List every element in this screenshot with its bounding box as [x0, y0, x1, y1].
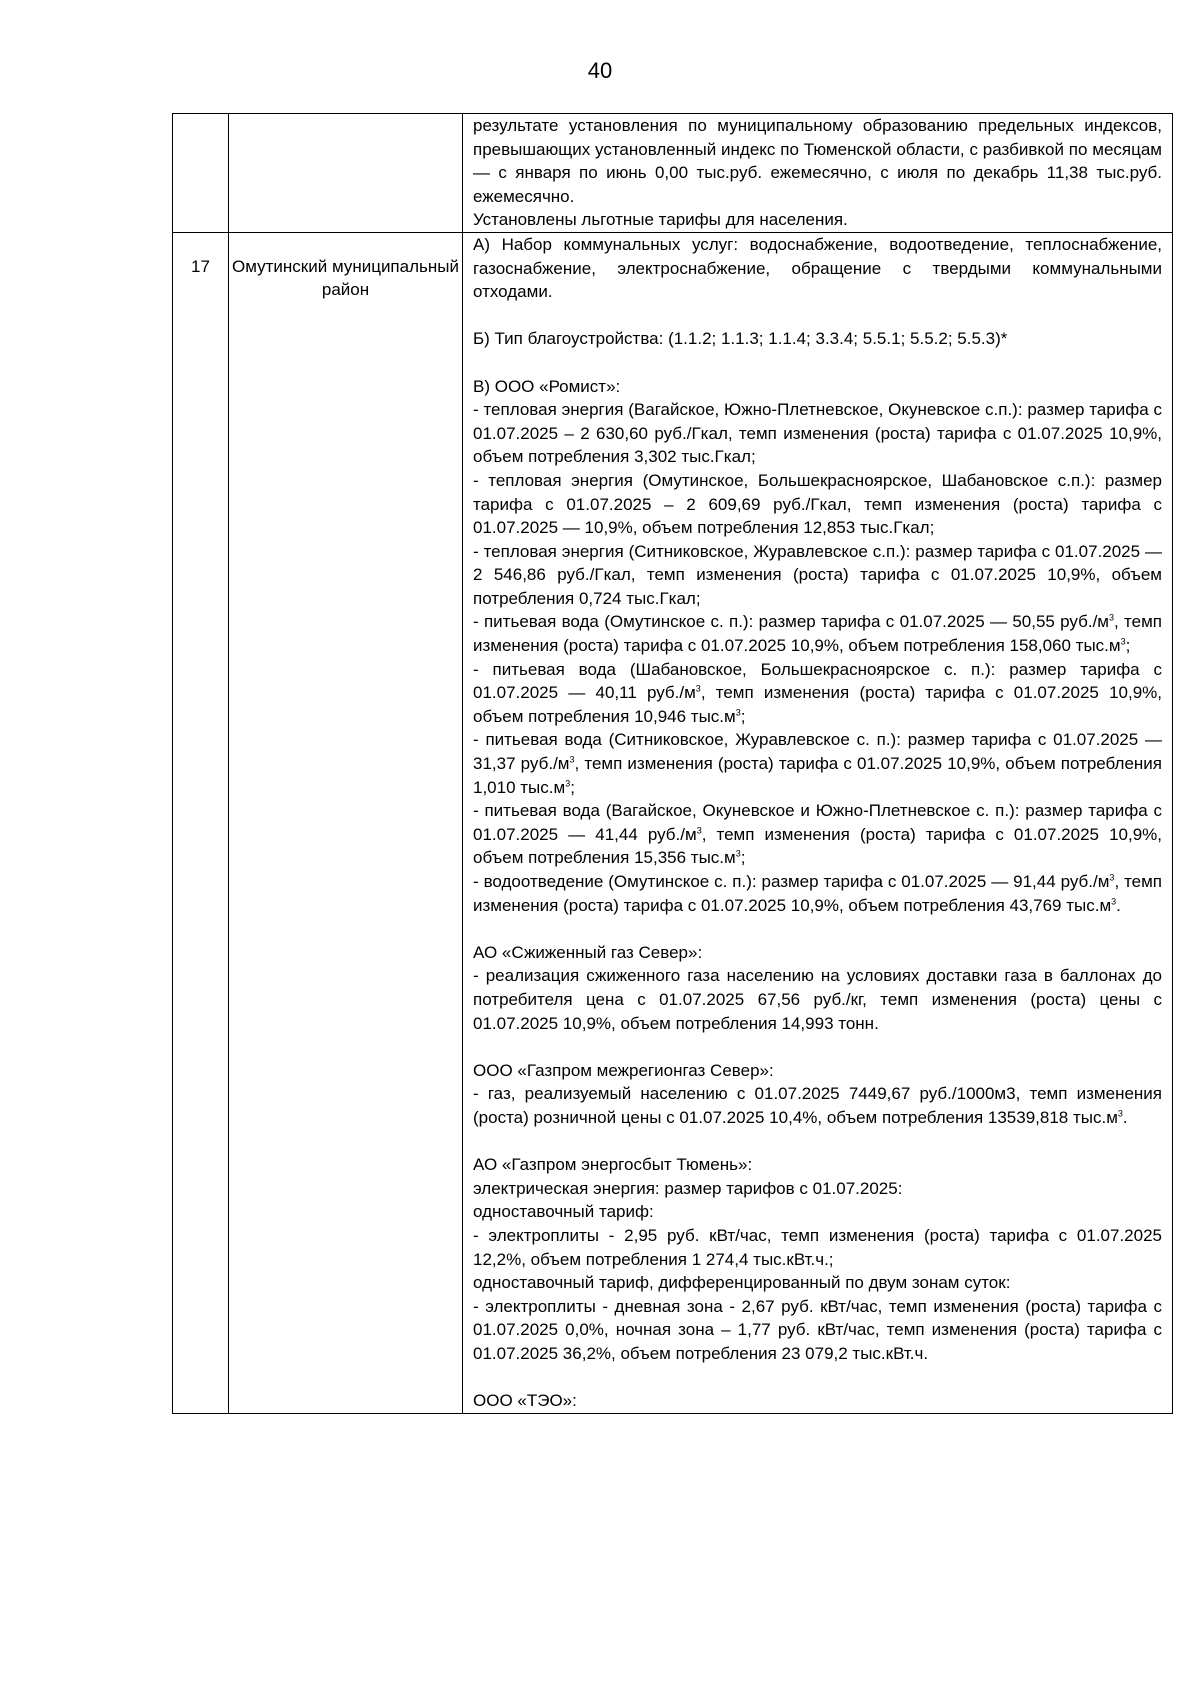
heat-tariff-item: - тепловая энергия (Омутинское, Большекрасноярское, Шабановское с.п.): размер тарифа с 01.07.2025 – 2 609,69 руб./Гкал, темп изменения (роста) тарифа с 01.07.2025 — 10,9%, объем потребления 12,853 тыс.Гкал; [473, 470, 1162, 538]
table-row-continued [173, 114, 1173, 233]
section-b-improvement: Б) Тип благоустройства: (1.1.2; 1.1.3; 1.1.4; 3.3.4; 5.5.1; 5.5.2; 5.5.3)* [473, 329, 1008, 349]
electricity-line: - электроплиты - 2,95 руб. кВт/час, темп изменения (роста) тарифа с 01.07.2025 12,2%, объем потребления 1 274,4 тыс.кВт.ч.; [473, 1225, 1162, 1269]
section-v-title: В) ООО «Ромист»: [473, 376, 621, 396]
heat-tariff-item: - тепловая энергия (Вагайское, Южно-Плетневское, Окуневское с.п.): размер тарифа с 01.07.2025 – 2 630,60 руб./Гкал, темп изменения (роста) тарифа с 01.07.2025 10,9%, объем потребления 3,302 тыс.Гкал; [473, 400, 1162, 467]
water-tariff-item: - питьевая вода (Шабановское, Большекрасноярское с. п.): размер тарифа с 01.07.2025 — 40,11 $руб./м^3$, темп изменения (роста) тарифа с 01.07.2025 10,9%, объем потребления 10,946 $тыс.м^3$; [473, 659, 1162, 726]
heat-tariff-item: - тепловая энергия (Ситниковское, Журавлевское с.п.): размер тарифа с 01.07.2025 — 2 546,86 руб./Гкал, темп изменения (роста) тарифа с 01.07.2025 10,9%, объем потребления 0,724 тыс.Гкал; [473, 541, 1162, 608]
continued-paragraph: результате установления по муниципальному образованию предельных индексов, превышающих установленный индекс по Тюменской области, с разбивкой по месяцам — с января по июнь 0,00 тыс.руб. ежемесячно, с июля по декабрь 11,38 тыс.руб. ежемесячно. [473, 116, 1162, 206]
gas-supplier-title: ООО «Газпром межрегионгаз Север»: [473, 1060, 774, 1080]
electricity-supplier-title: АО «Газпром энергосбыт Тюмень»: [473, 1155, 753, 1175]
electricity-line: одноставочный тариф, дифференцированный по двум зонам суток: [473, 1273, 1011, 1293]
table-row-17 [173, 232, 1173, 1413]
lpg-supplier-title: АО «Сжиженный газ Север»: [473, 942, 703, 962]
waste-operator-title: ООО «ТЭО»: [473, 1391, 577, 1411]
cell-description [463, 232, 1173, 1413]
tariff-table [172, 113, 1173, 1414]
row-number: 17 [173, 232, 229, 1413]
cell-description-continued [463, 114, 1173, 233]
page-number: 40 [587, 58, 613, 83]
electricity-line: электрическая энергия: размер тарифов с 01.07.2025: [473, 1178, 903, 1198]
water-tariff-item: - питьевая вода (Вагайское, Окуневское и Южно-Плетневское с. п.): размер тарифа с 01.07.2025 — 41,44 $руб./м^3$, темп изменения (роста) тарифа с 01.07.2025 10,9%, объем потребления 15,356 $тыс.м^3$; [473, 801, 1163, 868]
electricity-line: - электроплиты - дневная зона - 2,67 руб. кВт/час, темп изменения (роста) тарифа с 01.07.2025 0,0%, ночная зона – 1,77 руб. кВт/час, темп изменения (роста) тарифа с 01.07.2025 36,2%, объем потребления 23 079,2 тыс.кВт.ч. [473, 1296, 1162, 1363]
section-a-services: А) Набор коммунальных услуг: водоснабжение, водоотведение, теплоснабжение, газоснабжение, электроснабжение, обращение с твердыми коммунальными отходами. [473, 234, 1162, 302]
gas-tariff-item: - газ, реализуемый населению с 01.07.2025 7449,67 руб./1000м3, темп изменения (роста) розничной цены с 01.07.2025 10,4%, объем потребления 13539,818 $тыс.м^3$. [473, 1084, 1162, 1127]
cell-number-empty [173, 114, 229, 233]
cell-name-empty [229, 114, 463, 233]
municipality-name: Омутинский муниципальный район [229, 232, 463, 1413]
electricity-line: одноставочный тариф: [473, 1202, 654, 1222]
sewage-tariff-item: - водоотведение (Омутинское с. п.): размер тарифа с 01.07.2025 — 91,44 $руб./м^3$, темп изменения (роста) тарифа с 01.07.2025 10,9%, объем потребления 43,769 $тыс.м^3$. [473, 872, 1163, 915]
water-tariff-item: - питьевая вода (Омутинское с. п.): размер тарифа с 01.07.2025 — 50,55 $руб./м^3$, темп изменения (роста) тарифа с 01.07.2025 10,9%, объем потребления 158,060 $тыс.м^3$; [473, 612, 1162, 656]
water-tariff-item: - питьевая вода (Ситниковское, Журавлевское с. п.): размер тарифа с 01.07.2025 — 31,37 $руб./м^3$, темп изменения (роста) тарифа с 01.07.2025 10,9%, объем потребления 1,010 $тыс.м^3$; [473, 730, 1162, 797]
lpg-tariff-item: - реализация сжиженного газа населению на условиях доставки газа в баллонах до потребителя цена с 01.07.2025 67,56 руб./кг, темп изменения (роста) цены с 01.07.2025 10,9%, объем потребления 14,993 тонн. [473, 966, 1162, 1033]
continued-paragraph: Установлены льготные тарифы для населения. [473, 210, 848, 230]
